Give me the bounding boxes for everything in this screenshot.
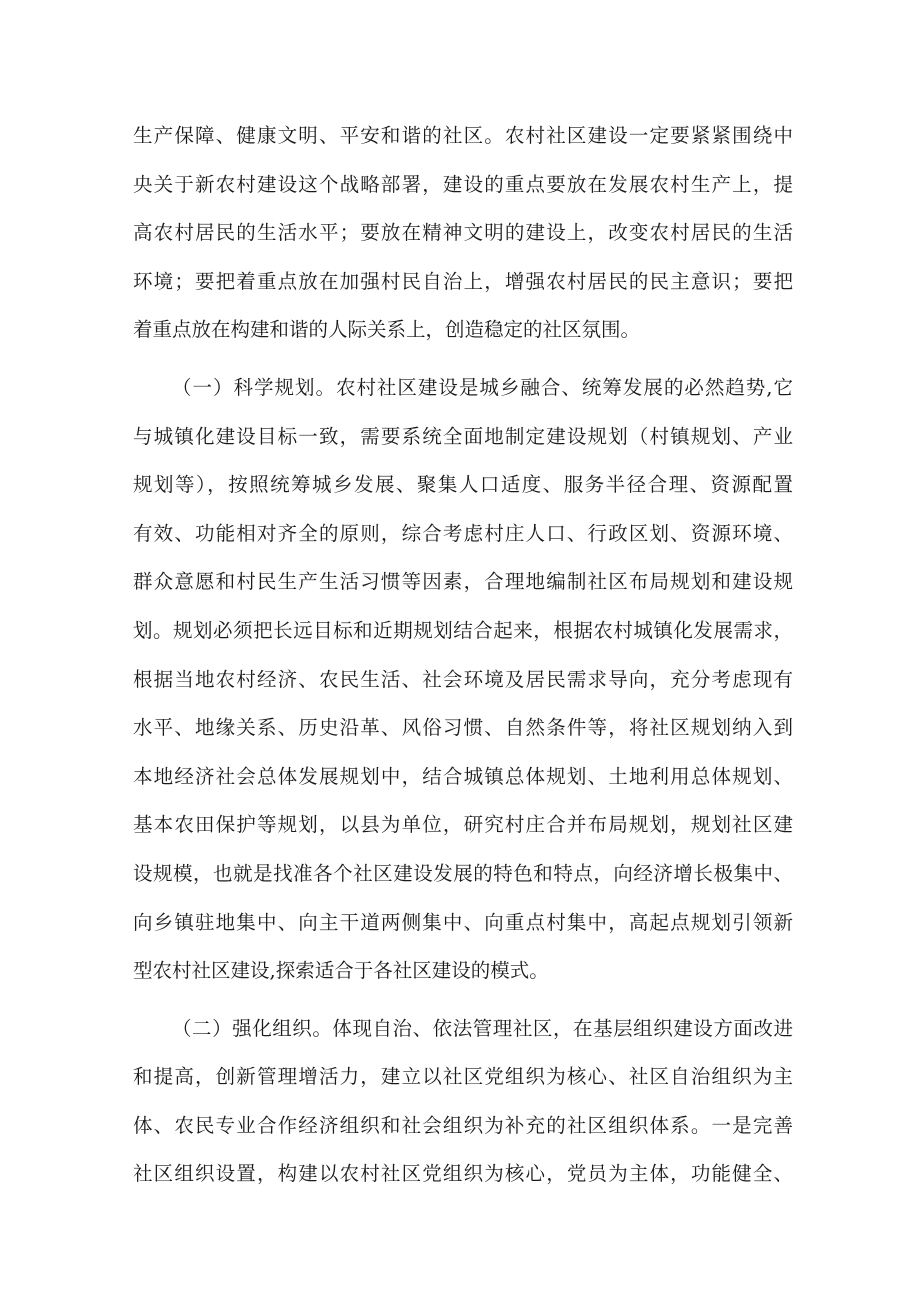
- text-line: 设规模，也就是找准各个社区建设发展的特色和特点，向经济增长极集中、: [133, 861, 793, 885]
- paragraph: [133, 112, 793, 355]
- text-line: 和提高，创新管理增活力，建立以社区党组织为核心、社区自治组织为主: [133, 1065, 793, 1089]
- text-line: 群众意愿和村民生产生活习惯等因素，合理地编制社区布局规划和建设规: [133, 570, 793, 594]
- text-line: 基本农田保护等规划，以县为单位，研究村庄合并布局规划，规划社区建: [133, 813, 793, 837]
- text-line: 划。规划必须把长远目标和近期规划结合起来，根据农村城镇化发展需求，: [133, 618, 793, 642]
- paragraph: [133, 364, 793, 996]
- text-line: 根据当地农村经济、农民生活、社会环境及居民需求导向，充分考虑现有: [133, 667, 793, 691]
- text-line: 规划等），按照统筹城乡发展、聚集人口适度、服务半径合理、资源配置: [133, 473, 793, 497]
- text-line: 环境；要把着重点放在加强村民自治上，增强农村居民的民主意识；要把: [133, 269, 793, 293]
- text-line: 高农村居民的生活水平；要放在精神文明的建设上，改变农村居民的生活: [133, 221, 793, 245]
- paragraph-gap: [133, 355, 793, 364]
- text-line: 社区组织设置，构建以农村社区党组织为核心，党员为主体，功能健全、: [133, 1162, 793, 1186]
- text-line: 有效、功能相对齐全的原则，综合考虑村庄人口、行政区划、资源环境、: [133, 521, 793, 545]
- text-line: （二）强化组织。体现自治、依法管理社区，在基层组织建设方面改进: [172, 1016, 793, 1040]
- text-line: 体、农民专业合作经济组织和社会组织为补充的社区组织体系。一是完善: [133, 1113, 793, 1137]
- paragraph-gap: [133, 996, 793, 1005]
- text-line: 央关于新农村建设这个战略部署，建设的重点要放在发展农村生产上，提: [133, 172, 793, 196]
- text-line: 与城镇化建设目标一致，需要系统全面地制定建设规划（村镇规划、产业: [133, 424, 793, 448]
- text-line: 着重点放在构建和谐的人际关系上，创造稳定的社区氛围。: [133, 318, 641, 342]
- text-line: 水平、地缘关系、历史沿革、风俗习惯、自然条件等，将社区规划纳入到: [133, 716, 793, 740]
- document-body: [133, 112, 793, 1199]
- paragraph: [133, 1005, 793, 1199]
- text-line: 本地经济社会总体发展规划中，结合城镇总体规划、土地利用总体规划、: [133, 764, 793, 788]
- text-line: 型农村社区建设,探索适合于各社区建设的模式。: [133, 959, 549, 983]
- text-line: 向乡镇驻地集中、向主干道两侧集中、向重点村集中，高起点规划引领新: [133, 910, 793, 934]
- text-line: 生产保障、健康文明、平安和谐的社区。农村社区建设一定要紧紧围绕中: [133, 124, 793, 147]
- text-line: （一）科学规划。农村社区建设是城乡融合、统筹发展的必然趋势,它: [172, 375, 793, 399]
